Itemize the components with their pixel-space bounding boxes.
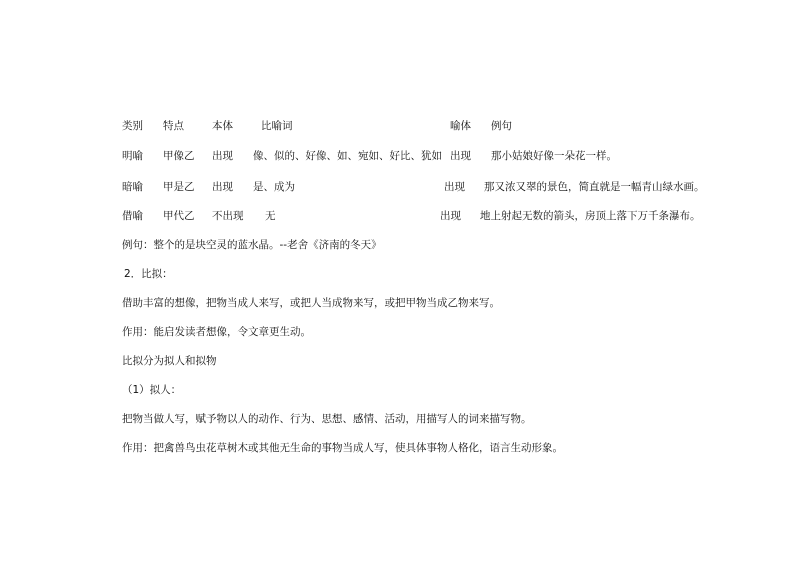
- row-example: 那又浓又翠的景色，简直就是一幅青山绿水画。: [484, 181, 705, 193]
- row-feature: 甲像乙: [163, 150, 195, 162]
- header-simile-word: 比喻词: [261, 120, 293, 132]
- row-example: 那小姑娘好像一朵花一样。: [491, 150, 617, 162]
- row-category: 明喻: [122, 150, 143, 162]
- header-feature: 特点: [163, 120, 184, 132]
- header-vehicle: 喻体: [450, 120, 471, 132]
- row-feature: 甲是乙: [163, 181, 195, 193]
- row-vehicle: 出现: [444, 181, 465, 193]
- personification-definition: 把物当做人写，赋予物以人的动作、行为、思想、感情、活动，用描写人的词来描写物。: [122, 413, 532, 425]
- function-paragraph: 作用：能启发读者想像，令文章更生动。: [122, 326, 311, 338]
- row-feature: 甲代乙: [163, 210, 195, 222]
- subheading: （1）拟人：: [122, 384, 182, 396]
- row-simile-word: 像、似的、好像、如、宛如、好比、犹如: [253, 150, 442, 162]
- example-line: 例句：整个的是块空灵的蓝水晶。--老舍《济南的冬天》: [122, 239, 382, 251]
- definition-paragraph: 借助丰富的想像，把物当成人来写，或把人当成物来写，或把甲物当成乙物来写。: [122, 297, 500, 309]
- row-tenor: 出现: [212, 181, 233, 193]
- row-category: 借喻: [122, 210, 143, 222]
- header-tenor: 本体: [212, 120, 233, 132]
- row-example: 地上射起无数的箭头，房顶上落下万千条瀑布。: [480, 210, 701, 222]
- header-example: 例句: [491, 120, 512, 132]
- function-paragraph-2: 作用：把禽兽鸟虫花草树木或其他无生命的事物当成人写，使具体事物人格化，语言生动形象。: [122, 442, 563, 454]
- row-vehicle: 出现: [440, 210, 461, 222]
- row-tenor: 出现: [212, 150, 233, 162]
- row-category: 暗喻: [122, 181, 143, 193]
- row-simile-word: 无: [265, 210, 276, 222]
- row-vehicle: 出现: [450, 150, 471, 162]
- category-intro: 比拟分为拟人和拟物: [122, 355, 217, 367]
- section-heading: 2．比拟：: [124, 268, 173, 280]
- row-tenor: 不出现: [212, 210, 244, 222]
- header-category: 类别: [122, 120, 143, 132]
- row-simile-word: 是、成为: [253, 181, 295, 193]
